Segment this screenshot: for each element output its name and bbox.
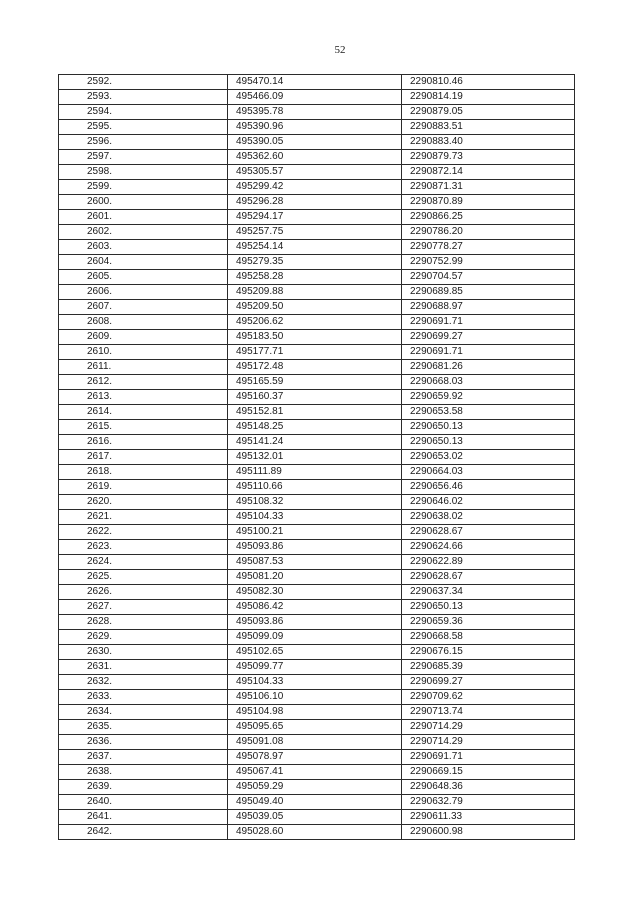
y-coordinate-cell: 2290653.58: [402, 405, 575, 420]
x-coordinate-cell: 495100.21: [228, 525, 402, 540]
table-row: [59, 810, 575, 825]
x-coordinate-cell: 495106.10: [228, 690, 402, 705]
point-number-cell: 2634.: [59, 705, 228, 720]
point-number-cell: 2629.: [59, 630, 228, 645]
y-coordinate-cell: 2290689.85: [402, 285, 575, 300]
table-row: [59, 390, 575, 405]
table-row: [59, 630, 575, 645]
point-number-cell: 2628.: [59, 615, 228, 630]
x-coordinate-cell: 495082.30: [228, 585, 402, 600]
y-coordinate-cell: 2290786.20: [402, 225, 575, 240]
point-number-cell: 2625.: [59, 570, 228, 585]
x-coordinate-cell: 495466.09: [228, 90, 402, 105]
table-row: [59, 150, 575, 165]
point-number-cell: 2637.: [59, 750, 228, 765]
point-number-cell: 2595.: [59, 120, 228, 135]
y-coordinate-cell: 2290668.58: [402, 630, 575, 645]
table-row: [59, 225, 575, 240]
point-number-cell: 2618.: [59, 465, 228, 480]
table-row: [59, 135, 575, 150]
table-row: [59, 420, 575, 435]
y-coordinate-cell: 2290879.05: [402, 105, 575, 120]
y-coordinate-cell: 2290883.40: [402, 135, 575, 150]
table-row: [59, 195, 575, 210]
x-coordinate-cell: 495091.08: [228, 735, 402, 750]
y-coordinate-cell: 2290688.97: [402, 300, 575, 315]
x-coordinate-cell: 495390.05: [228, 135, 402, 150]
y-coordinate-cell: 2290714.29: [402, 720, 575, 735]
point-number-cell: 2606.: [59, 285, 228, 300]
x-coordinate-cell: 495172.48: [228, 360, 402, 375]
point-number-cell: 2612.: [59, 375, 228, 390]
x-coordinate-cell: 495067.41: [228, 765, 402, 780]
table-row: [59, 90, 575, 105]
point-number-cell: 2631.: [59, 660, 228, 675]
point-number-cell: 2594.: [59, 105, 228, 120]
y-coordinate-cell: 2290668.03: [402, 375, 575, 390]
table-row: [59, 285, 575, 300]
point-number-cell: 2638.: [59, 765, 228, 780]
table-row: [59, 705, 575, 720]
point-number-cell: 2615.: [59, 420, 228, 435]
y-coordinate-cell: 2290637.34: [402, 585, 575, 600]
coordinates-table: [58, 74, 575, 840]
x-coordinate-cell: 495104.33: [228, 675, 402, 690]
table-row: [59, 540, 575, 555]
point-number-cell: 2624.: [59, 555, 228, 570]
table-row: [59, 645, 575, 660]
point-number-cell: 2640.: [59, 795, 228, 810]
x-coordinate-cell: 495086.42: [228, 600, 402, 615]
x-coordinate-cell: 495108.32: [228, 495, 402, 510]
y-coordinate-cell: 2290810.46: [402, 75, 575, 90]
y-coordinate-cell: 2290650.13: [402, 600, 575, 615]
point-number-cell: 2635.: [59, 720, 228, 735]
coordinates-table-body: [59, 75, 575, 840]
table-row: [59, 465, 575, 480]
table-row: [59, 180, 575, 195]
x-coordinate-cell: 495110.66: [228, 480, 402, 495]
y-coordinate-cell: 2290676.15: [402, 645, 575, 660]
table-row: [59, 495, 575, 510]
x-coordinate-cell: 495111.89: [228, 465, 402, 480]
table-row: [59, 435, 575, 450]
point-number-cell: 2604.: [59, 255, 228, 270]
y-coordinate-cell: 2290879.73: [402, 150, 575, 165]
x-coordinate-cell: 495059.29: [228, 780, 402, 795]
table-row: [59, 570, 575, 585]
x-coordinate-cell: 495152.81: [228, 405, 402, 420]
y-coordinate-cell: 2290714.29: [402, 735, 575, 750]
y-coordinate-cell: 2290709.62: [402, 690, 575, 705]
x-coordinate-cell: 495395.78: [228, 105, 402, 120]
table-row: [59, 105, 575, 120]
table-row: [59, 375, 575, 390]
x-coordinate-cell: 495258.28: [228, 270, 402, 285]
y-coordinate-cell: 2290681.26: [402, 360, 575, 375]
table-row: [59, 210, 575, 225]
x-coordinate-cell: 495390.96: [228, 120, 402, 135]
table-row: [59, 750, 575, 765]
table-row: [59, 345, 575, 360]
x-coordinate-cell: 495099.77: [228, 660, 402, 675]
y-coordinate-cell: 2290600.98: [402, 825, 575, 840]
point-number-cell: 2603.: [59, 240, 228, 255]
point-number-cell: 2610.: [59, 345, 228, 360]
y-coordinate-cell: 2290624.66: [402, 540, 575, 555]
x-coordinate-cell: 495093.86: [228, 540, 402, 555]
y-coordinate-cell: 2290650.13: [402, 435, 575, 450]
table-row: [59, 795, 575, 810]
y-coordinate-cell: 2290650.13: [402, 420, 575, 435]
x-coordinate-cell: 495165.59: [228, 375, 402, 390]
y-coordinate-cell: 2290778.27: [402, 240, 575, 255]
y-coordinate-cell: 2290691.71: [402, 315, 575, 330]
point-number-cell: 2611.: [59, 360, 228, 375]
y-coordinate-cell: 2290638.02: [402, 510, 575, 525]
y-coordinate-cell: 2290699.27: [402, 330, 575, 345]
point-number-cell: 2602.: [59, 225, 228, 240]
x-coordinate-cell: 495160.37: [228, 390, 402, 405]
point-number-cell: 2600.: [59, 195, 228, 210]
point-number-cell: 2639.: [59, 780, 228, 795]
table-row: [59, 525, 575, 540]
point-number-cell: 2605.: [59, 270, 228, 285]
x-coordinate-cell: 495470.14: [228, 75, 402, 90]
table-row: [59, 765, 575, 780]
point-number-cell: 2621.: [59, 510, 228, 525]
x-coordinate-cell: 495279.35: [228, 255, 402, 270]
table-row: [59, 300, 575, 315]
x-coordinate-cell: 495141.24: [228, 435, 402, 450]
table-row: [59, 825, 575, 840]
x-coordinate-cell: 495206.62: [228, 315, 402, 330]
table-row: [59, 720, 575, 735]
table-row: [59, 360, 575, 375]
table-row: [59, 165, 575, 180]
point-number-cell: 2592.: [59, 75, 228, 90]
table-row: [59, 690, 575, 705]
x-coordinate-cell: 495257.75: [228, 225, 402, 240]
point-number-cell: 2616.: [59, 435, 228, 450]
point-number-cell: 2619.: [59, 480, 228, 495]
y-coordinate-cell: 2290685.39: [402, 660, 575, 675]
y-coordinate-cell: 2290659.36: [402, 615, 575, 630]
point-number-cell: 2626.: [59, 585, 228, 600]
y-coordinate-cell: 2290814.19: [402, 90, 575, 105]
point-number-cell: 2596.: [59, 135, 228, 150]
y-coordinate-cell: 2290653.02: [402, 450, 575, 465]
point-number-cell: 2608.: [59, 315, 228, 330]
table-row: [59, 270, 575, 285]
y-coordinate-cell: 2290659.92: [402, 390, 575, 405]
y-coordinate-cell: 2290872.14: [402, 165, 575, 180]
x-coordinate-cell: 495104.98: [228, 705, 402, 720]
point-number-cell: 2633.: [59, 690, 228, 705]
point-number-cell: 2617.: [59, 450, 228, 465]
table-row: [59, 255, 575, 270]
y-coordinate-cell: 2290871.31: [402, 180, 575, 195]
x-coordinate-cell: 495039.05: [228, 810, 402, 825]
x-coordinate-cell: 495177.71: [228, 345, 402, 360]
y-coordinate-cell: 2290866.25: [402, 210, 575, 225]
y-coordinate-cell: 2290664.03: [402, 465, 575, 480]
x-coordinate-cell: 495299.42: [228, 180, 402, 195]
point-number-cell: 2607.: [59, 300, 228, 315]
x-coordinate-cell: 495049.40: [228, 795, 402, 810]
point-number-cell: 2622.: [59, 525, 228, 540]
x-coordinate-cell: 495148.25: [228, 420, 402, 435]
point-number-cell: 2641.: [59, 810, 228, 825]
y-coordinate-cell: 2290628.67: [402, 525, 575, 540]
x-coordinate-cell: 495132.01: [228, 450, 402, 465]
table-row: [59, 780, 575, 795]
y-coordinate-cell: 2290713.74: [402, 705, 575, 720]
table-row: [59, 585, 575, 600]
point-number-cell: 2636.: [59, 735, 228, 750]
table-row: [59, 120, 575, 135]
y-coordinate-cell: 2290632.79: [402, 795, 575, 810]
x-coordinate-cell: 495102.65: [228, 645, 402, 660]
x-coordinate-cell: 495305.57: [228, 165, 402, 180]
x-coordinate-cell: 495087.53: [228, 555, 402, 570]
x-coordinate-cell: 495081.20: [228, 570, 402, 585]
table-row: [59, 555, 575, 570]
y-coordinate-cell: 2290883.51: [402, 120, 575, 135]
x-coordinate-cell: 495028.60: [228, 825, 402, 840]
table-row: [59, 660, 575, 675]
y-coordinate-cell: 2290656.46: [402, 480, 575, 495]
x-coordinate-cell: 495362.60: [228, 150, 402, 165]
point-number-cell: 2601.: [59, 210, 228, 225]
table-row: [59, 450, 575, 465]
table-row: [59, 330, 575, 345]
table-row: [59, 615, 575, 630]
x-coordinate-cell: 495095.65: [228, 720, 402, 735]
table-row: [59, 405, 575, 420]
point-number-cell: 2593.: [59, 90, 228, 105]
point-number-cell: 2630.: [59, 645, 228, 660]
point-number-cell: 2598.: [59, 165, 228, 180]
point-number-cell: 2597.: [59, 150, 228, 165]
x-coordinate-cell: 495209.88: [228, 285, 402, 300]
table-row: [59, 600, 575, 615]
y-coordinate-cell: 2290870.89: [402, 195, 575, 210]
y-coordinate-cell: 2290648.36: [402, 780, 575, 795]
y-coordinate-cell: 2290691.71: [402, 345, 575, 360]
point-number-cell: 2613.: [59, 390, 228, 405]
table-row: [59, 735, 575, 750]
x-coordinate-cell: 495104.33: [228, 510, 402, 525]
point-number-cell: 2632.: [59, 675, 228, 690]
point-number-cell: 2627.: [59, 600, 228, 615]
x-coordinate-cell: 495294.17: [228, 210, 402, 225]
y-coordinate-cell: 2290669.15: [402, 765, 575, 780]
x-coordinate-cell: 495078.97: [228, 750, 402, 765]
point-number-cell: 2609.: [59, 330, 228, 345]
point-number-cell: 2623.: [59, 540, 228, 555]
x-coordinate-cell: 495209.50: [228, 300, 402, 315]
y-coordinate-cell: 2290646.02: [402, 495, 575, 510]
x-coordinate-cell: 495099.09: [228, 630, 402, 645]
x-coordinate-cell: 495254.14: [228, 240, 402, 255]
table-row: [59, 75, 575, 90]
table-row: [59, 480, 575, 495]
point-number-cell: 2620.: [59, 495, 228, 510]
x-coordinate-cell: 495296.28: [228, 195, 402, 210]
y-coordinate-cell: 2290704.57: [402, 270, 575, 285]
point-number-cell: 2599.: [59, 180, 228, 195]
y-coordinate-cell: 2290699.27: [402, 675, 575, 690]
y-coordinate-cell: 2290628.67: [402, 570, 575, 585]
x-coordinate-cell: 495093.86: [228, 615, 402, 630]
table-row: [59, 510, 575, 525]
y-coordinate-cell: 2290611.33: [402, 810, 575, 825]
table-row: [59, 315, 575, 330]
point-number-cell: 2614.: [59, 405, 228, 420]
x-coordinate-cell: 495183.50: [228, 330, 402, 345]
y-coordinate-cell: 2290622.89: [402, 555, 575, 570]
table-row: [59, 675, 575, 690]
y-coordinate-cell: 2290691.71: [402, 750, 575, 765]
point-number-cell: 2642.: [59, 825, 228, 840]
y-coordinate-cell: 2290752.99: [402, 255, 575, 270]
table-row: [59, 240, 575, 255]
page-number: 52: [334, 44, 346, 56]
